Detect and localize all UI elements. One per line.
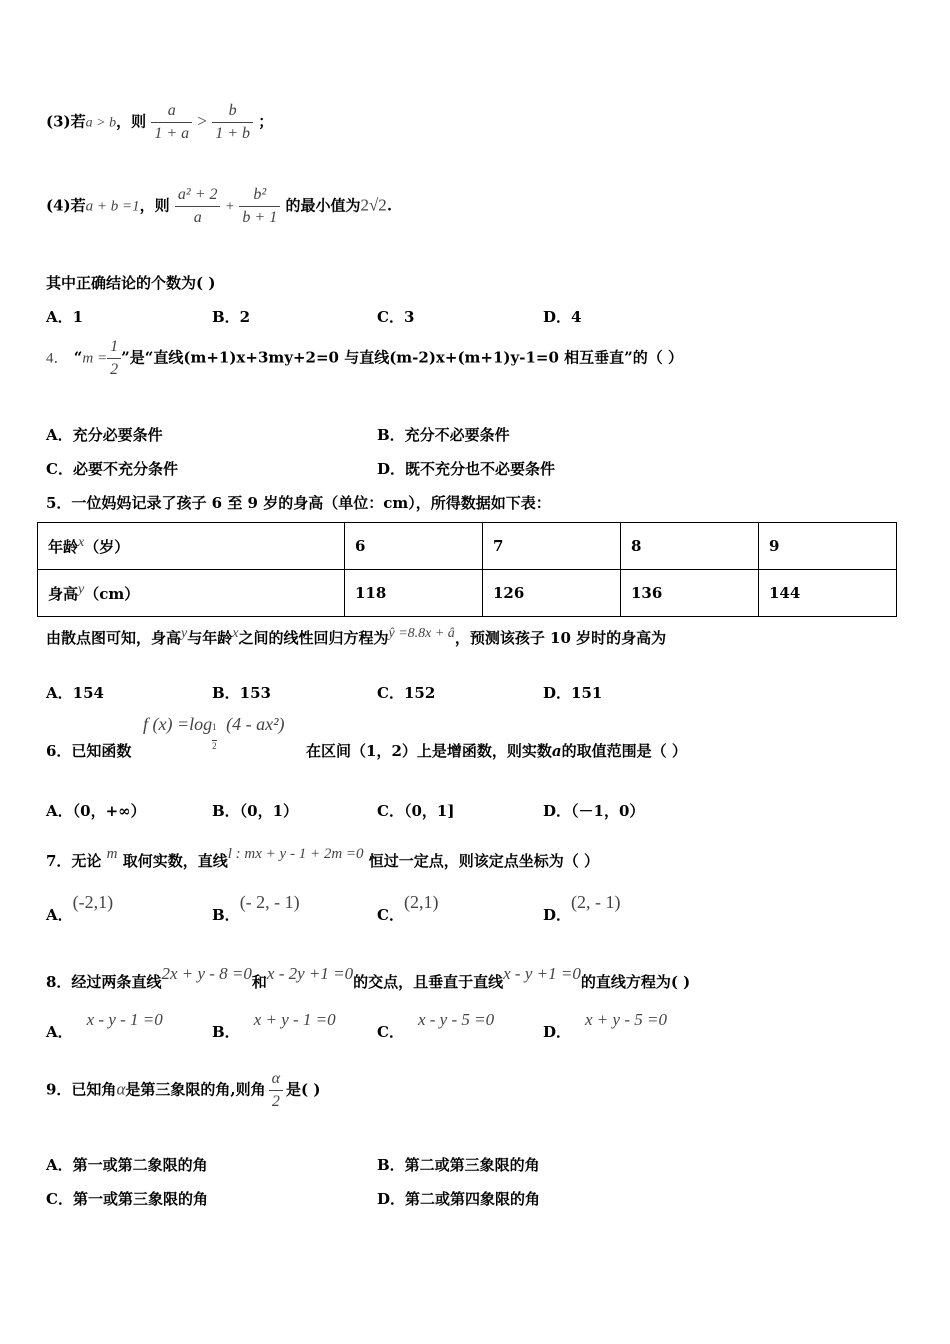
q8-line-2: x - 2y +1 =0 xyxy=(266,964,354,983)
item-3-end: ； xyxy=(258,112,274,131)
table-row xyxy=(38,523,897,570)
q3-option-c[interactable]: C．3 xyxy=(377,308,415,326)
question-4 xyxy=(46,338,683,379)
q9-pre: 9．已知角 xyxy=(46,1080,117,1099)
q5-var-y: y xyxy=(181,626,188,641)
q4-option-d[interactable]: D．既不充分也不必要条件 xyxy=(377,460,556,478)
q6-pre: 6．已知函数 xyxy=(46,742,132,760)
item-4-tail: 的最小值为 xyxy=(285,196,361,215)
q5-text: 5．一位妈妈记录了孩子 6 至 9 岁的身高（单位：cm），所得数据如下表： xyxy=(46,494,551,512)
q7-var-m: m xyxy=(106,846,118,862)
q5-option-c[interactable]: C．152 xyxy=(377,684,436,702)
table-row xyxy=(38,570,897,617)
table-cell-height-label: 身高y（cm） xyxy=(38,570,345,617)
q9-fraction: $\frac{\alpha}{2}$ xyxy=(269,1070,283,1111)
q4-open-quote: “ xyxy=(73,348,83,367)
item-3-mid: ，则 xyxy=(116,112,147,131)
table-cell: 8 xyxy=(621,523,759,570)
table-cell: 136 xyxy=(621,570,759,617)
q4-option-a[interactable]: A．充分必要条件 xyxy=(46,426,163,444)
q3-option-a[interactable]: A．1 xyxy=(46,308,84,326)
item-4-mid: ，则 xyxy=(139,196,170,215)
q8-and: 和 xyxy=(251,973,267,991)
q3-option-b[interactable]: B．2 xyxy=(212,308,251,326)
item-3-condition: a > b xyxy=(85,115,117,131)
q6-func: f (x) =log xyxy=(143,714,213,734)
q9-option-a[interactable]: A．第一或第二象限的角 xyxy=(46,1156,208,1174)
q5-follow-a: 由散点图可知，身高 xyxy=(46,629,182,647)
question-8 xyxy=(46,964,690,992)
item-4-plus: + xyxy=(225,198,235,215)
q4-m-lhs: m = xyxy=(82,350,108,367)
q6-post xyxy=(306,740,687,761)
item-3 xyxy=(46,102,273,143)
q7-post: 恒过一定点，则该定点坐标为（ ） xyxy=(368,852,599,870)
q5-option-d[interactable]: D．151 xyxy=(543,684,603,702)
table-cell: 118 xyxy=(345,570,483,617)
q7-option-d[interactable]: D．(2, - 1) xyxy=(543,892,621,924)
table-cell: 126 xyxy=(483,570,621,617)
q3-question: 其中正确结论的个数为( ) xyxy=(46,274,216,292)
q4-text: ”是“直线(m+1)x+3my+2=0 与直线(m-2)x+(m+1)y-1=0 相互垂直”的（ ） xyxy=(121,348,683,367)
q6-function xyxy=(143,714,285,751)
item-4-fraction-1: $\frac{\text{a² + 2}}{a}$ xyxy=(175,186,221,227)
q6-post-text-2: 的取值范围是（ ） xyxy=(561,742,687,760)
q4-option-c[interactable]: C．必要不充分条件 xyxy=(46,460,178,478)
q8-line-3: x - y +1 =0 xyxy=(503,964,581,983)
q8-option-b[interactable]: B．x + y - 1 =0 xyxy=(212,1010,336,1041)
q5-follow-c: 之间的线性回归方程为 xyxy=(238,629,389,647)
q8-option-c[interactable]: C．x - y - 5 =0 xyxy=(377,1010,495,1041)
q6-option-b[interactable]: B．（0，1） xyxy=(212,802,299,820)
q6-arg: (4 - ax²) xyxy=(226,714,285,734)
item-3-fraction-1: $\frac{a}{1 + a}$ xyxy=(151,102,192,143)
item-4-value: 2√2 xyxy=(360,195,387,215)
q3-option-d[interactable]: D．4 xyxy=(543,308,582,326)
item-4-prefix: (4)若 xyxy=(46,196,86,215)
q6-var-a: a xyxy=(551,742,562,760)
q5-option-b[interactable]: B．153 xyxy=(212,684,271,702)
q6-option-a[interactable]: A．（0，+∞） xyxy=(46,802,146,820)
q6-post-text: 在区间（1，2）上是增函数，则实数 xyxy=(306,742,552,760)
q8-option-d[interactable]: D．x + y - 5 =0 xyxy=(543,1010,667,1041)
q7-line-eq: l : mx + y - 1 + 2m =0 xyxy=(227,846,364,862)
q7-option-a[interactable]: A．(-2,1) xyxy=(46,892,114,924)
q7-option-b[interactable]: B．(- 2, - 1) xyxy=(212,892,300,924)
q5-follow xyxy=(46,626,666,648)
q6-option-c[interactable]: C．（0，1] xyxy=(377,802,455,820)
q8-option-a[interactable]: A．x - y - 1 =0 xyxy=(46,1010,163,1041)
table-cell: 6 xyxy=(345,523,483,570)
q5-option-a[interactable]: A．154 xyxy=(46,684,104,702)
data-table xyxy=(37,522,897,617)
q9-mid: 是第三象限的角,则角 xyxy=(125,1080,266,1099)
item-3-fraction-2: $\frac{b}{1 + b}$ xyxy=(212,102,253,143)
item-3-prefix: (3)若 xyxy=(46,112,86,131)
q9-post: 是( ) xyxy=(286,1080,321,1099)
table-cell-age-label: 年龄x（岁） xyxy=(38,523,345,570)
q6-option-d[interactable]: D．（－1，0） xyxy=(543,802,645,820)
q8-mid: 的交点，且垂直于直线 xyxy=(353,973,504,991)
q5-follow-d: ，预测该孩子 10 岁时的身高为 xyxy=(454,629,667,647)
item-4-fraction-2: $\frac{\text{b²}}{b + 1}$ xyxy=(239,186,280,227)
item-4-condition: a + b =1 xyxy=(85,198,140,215)
q9-alpha: α xyxy=(116,1079,126,1099)
question-7 xyxy=(46,846,599,871)
q7-option-c[interactable]: C．(2,1) xyxy=(377,892,439,924)
q5-var-x: x xyxy=(232,626,239,641)
table-cell: 7 xyxy=(483,523,621,570)
q9-option-c[interactable]: C．第一或第三象限的角 xyxy=(46,1190,208,1208)
item-4-end: . xyxy=(386,196,393,215)
q8-pre: 8．经过两条直线 xyxy=(46,973,162,991)
item-4 xyxy=(46,186,392,227)
table-cell: 9 xyxy=(759,523,897,570)
q4-fraction: $\frac{1}{2}$ xyxy=(107,338,121,379)
q5-equation: ŷ =8.8x + â xyxy=(388,626,455,641)
q7-pre: 7．无论 xyxy=(46,852,102,870)
table-cell: 144 xyxy=(759,570,897,617)
q9-option-b[interactable]: B．第二或第三象限的角 xyxy=(377,1156,540,1174)
q7-mid: 取何实数，直线 xyxy=(122,852,228,870)
q8-post: 的直线方程为( ) xyxy=(580,973,691,991)
item-3-gt: > xyxy=(197,111,207,131)
question-9 xyxy=(46,1070,320,1111)
q4-number: 4． xyxy=(46,350,69,367)
q6-log-base: $\frac{1}{2}$ xyxy=(212,722,217,751)
q8-line-1: 2x + y - 8 =0 xyxy=(161,964,252,983)
q4-option-b[interactable]: B．充分不必要条件 xyxy=(377,426,510,444)
q9-option-d[interactable]: D．第二或第四象限的角 xyxy=(377,1190,541,1208)
q5-follow-b: 与年龄 xyxy=(187,629,233,647)
